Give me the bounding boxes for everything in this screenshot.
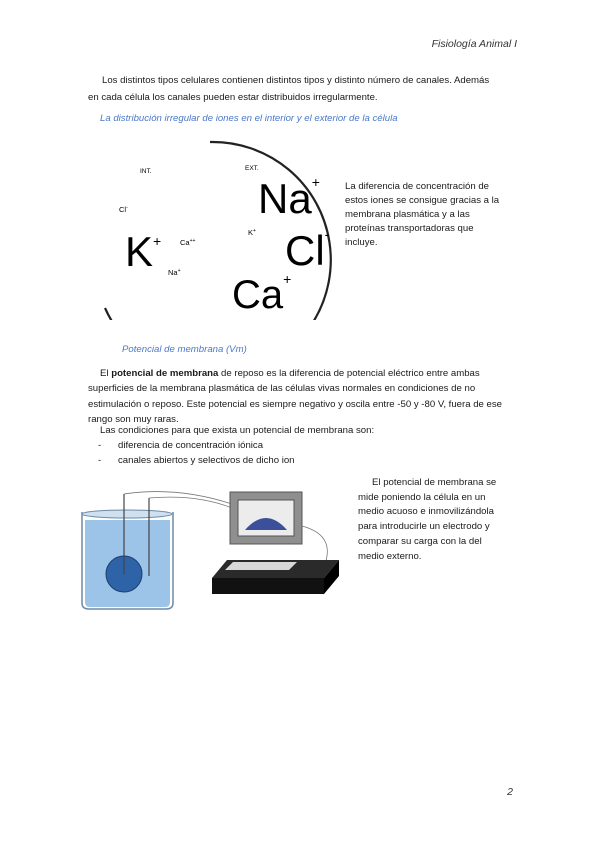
outside-ca: Ca+ [232,271,292,317]
conditions-list [98,438,295,468]
list-item [98,438,295,453]
outside-na: Na+ [258,174,320,222]
measurement-text-line-1: El potencial de membrana se [372,477,497,488]
section-heading-membrane-potential: Potencial de membrana (Vm) [122,344,247,355]
membrane-potential-paragraph [88,366,518,427]
outside-k: K+ [248,228,256,237]
ext-label: EXT. [245,165,259,172]
measurement-text-rest: mide poniendo la célula en un medio acuoso e inmovilizándola para introducirle un electrodo y comparar su carga con la del medio externo. [358,491,494,562]
electrode-wire [124,492,232,504]
conditions-intro: Las condiciones para que exista un potencial de membrana son: [100,425,375,436]
inside-k: K+ [125,228,162,275]
intro-paragraph [88,72,518,106]
list-item-text: canales abiertos y selectivos de dicho ion [118,455,295,466]
section-heading-ion-distribution: La distribución irregular de iones en el interior y el exterior de la célula [100,113,398,124]
para2-bold-term: potencial de membrana [111,368,219,379]
list-bullet: - [98,440,102,451]
measurement-apparatus-figure [77,476,342,611]
intro-line-1: Los distintos tipos celulares contienen distintos tipos y distinto número de canales. Además [102,75,490,86]
ion-side-text: La diferencia de concentración de estos iones se consigue gracias a la membrana plasmática y a las proteínas transportadoras que incluye. [345,181,500,248]
list-item [98,453,295,468]
intro-line-2: en cada célula los canales pueden estar distribuidos irregularmente. [88,92,378,103]
page-header: Fisiología Animal I [431,38,517,50]
chart-recorder-front [212,578,324,594]
list-bullet: - [98,455,102,466]
reference-wire [149,497,232,508]
beaker-rim [82,510,172,518]
ion-distribution-diagram [95,140,340,320]
measurement-side-text [358,476,508,564]
recorder-paper [225,562,297,570]
list-item-text: diferencia de concentración iónica [118,440,264,451]
outside-cl: Cl- [285,226,330,274]
int-label: INT. [140,168,152,175]
inside-cl: Cl- [119,205,128,214]
inside-na: Na+ [168,268,181,277]
para2-prefix: El [100,368,112,379]
page-number: 2 [507,786,513,798]
para2-rest: de reposo es la diferencia de potencial eléctrico entre ambas superficies de la membrana plasmática de las células vivas normales en condiciones de no estimulación o reposo. Este potencial es siempre negativo y oscila entre -50 y -80 V, fuera de ese rango son muy raras. [88,368,503,425]
inside-ca: Ca++ [180,238,196,247]
